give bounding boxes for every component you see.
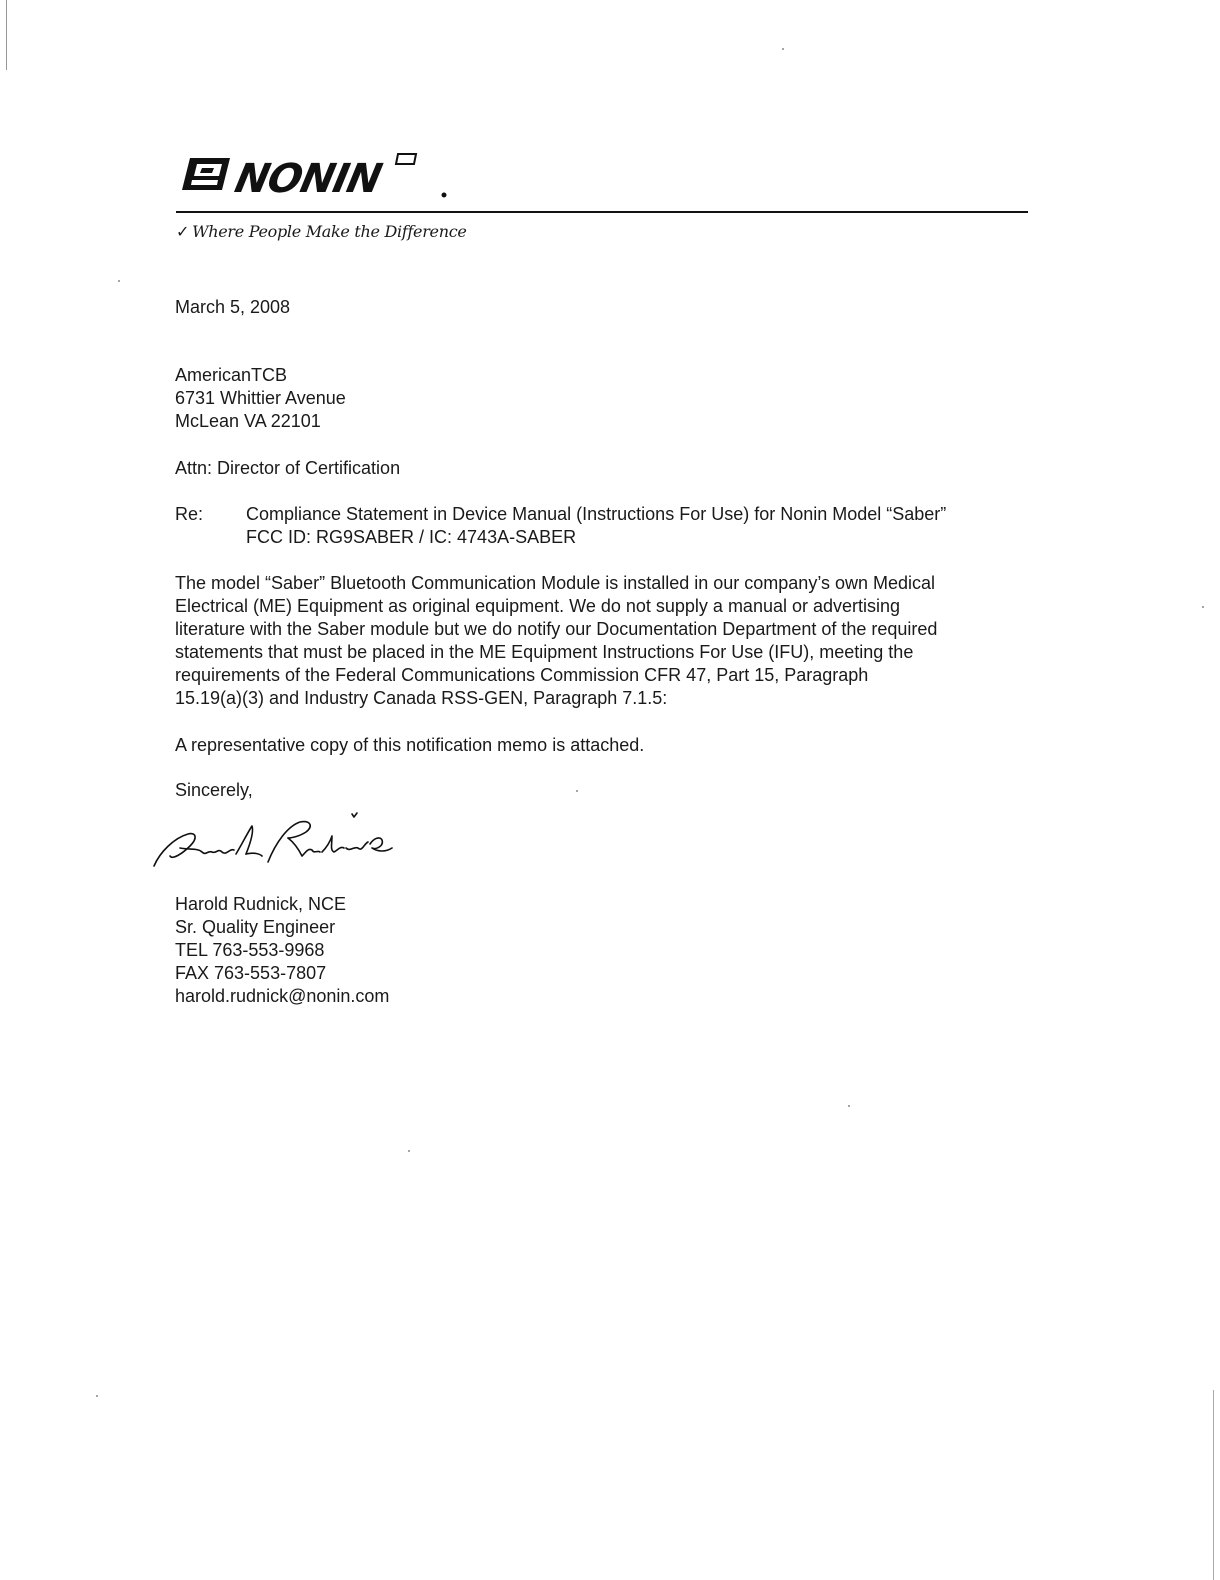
- recipient-address: [175, 364, 346, 433]
- subject-line: Compliance Statement in Device Manual (Instructions For Use) for Nonin Model “Saber”: [246, 504, 947, 524]
- svg-text:NONIN: NONIN: [230, 154, 386, 202]
- sender-name: Harold Rudnick, NCE: [175, 894, 347, 914]
- body-paragraph: [175, 572, 1035, 710]
- address-line: 6731 Whittier Avenue: [175, 388, 346, 408]
- scan-speck: [782, 48, 784, 50]
- scan-edge-mark: [1213, 1390, 1214, 1580]
- letterhead-tagline: ✓ Where People Make the Difference: [176, 222, 467, 241]
- sender-email: harold.rudnick@nonin.com: [175, 986, 390, 1006]
- body-line: statements that must be placed in the ME Equipment Instructions For Use (IFU), meeting the: [175, 642, 914, 662]
- checkmark-icon: ✓: [176, 222, 190, 241]
- scan-speck: [118, 280, 120, 282]
- subject-label: Re:: [175, 504, 204, 524]
- body-line: The model “Saber” Bluetooth Communication Module is installed in our company’s own Medical: [175, 573, 936, 593]
- sender-title: Sr. Quality Engineer: [175, 917, 336, 937]
- memo-note: A representative copy of this notification memo is attached.: [175, 735, 645, 755]
- body-line: Electrical (ME) Equipment as original equipment. We do not supply a manual or advertising: [175, 596, 901, 616]
- sender-fax: FAX 763-553-7807: [175, 963, 327, 983]
- sender-phone: TEL 763-553-9968: [175, 940, 325, 960]
- letter-date: March 5, 2008: [175, 297, 291, 317]
- scan-speck: [576, 790, 578, 792]
- scan-speck: [96, 1395, 98, 1397]
- attention-line: Attn: Director of Certification: [175, 458, 401, 478]
- letterhead-rule: [176, 211, 1028, 213]
- nonin-logo: [176, 150, 451, 202]
- body-line: literature with the Saber module but we do notify our Documentation Department of the required: [175, 619, 938, 639]
- closing: Sincerely,: [175, 780, 253, 800]
- handwritten-signature: [150, 808, 395, 883]
- scan-edge-mark: [6, 0, 7, 70]
- body-line: requirements of the Federal Communications Commission CFR 47, Part 15, Paragraph: [175, 665, 869, 685]
- sender-block: [175, 893, 389, 1008]
- scan-speck: [848, 1105, 850, 1107]
- address-line: McLean VA 22101: [175, 411, 321, 431]
- scan-speck: [408, 1150, 410, 1152]
- scan-speck: [1202, 606, 1204, 608]
- subject-line: FCC ID: RG9SABER / IC: 4743A-SABER: [246, 527, 577, 547]
- body-line: 15.19(a)(3) and Industry Canada RSS-GEN, Paragraph 7.1.5:: [175, 688, 668, 708]
- address-line: AmericanTCB: [175, 365, 288, 385]
